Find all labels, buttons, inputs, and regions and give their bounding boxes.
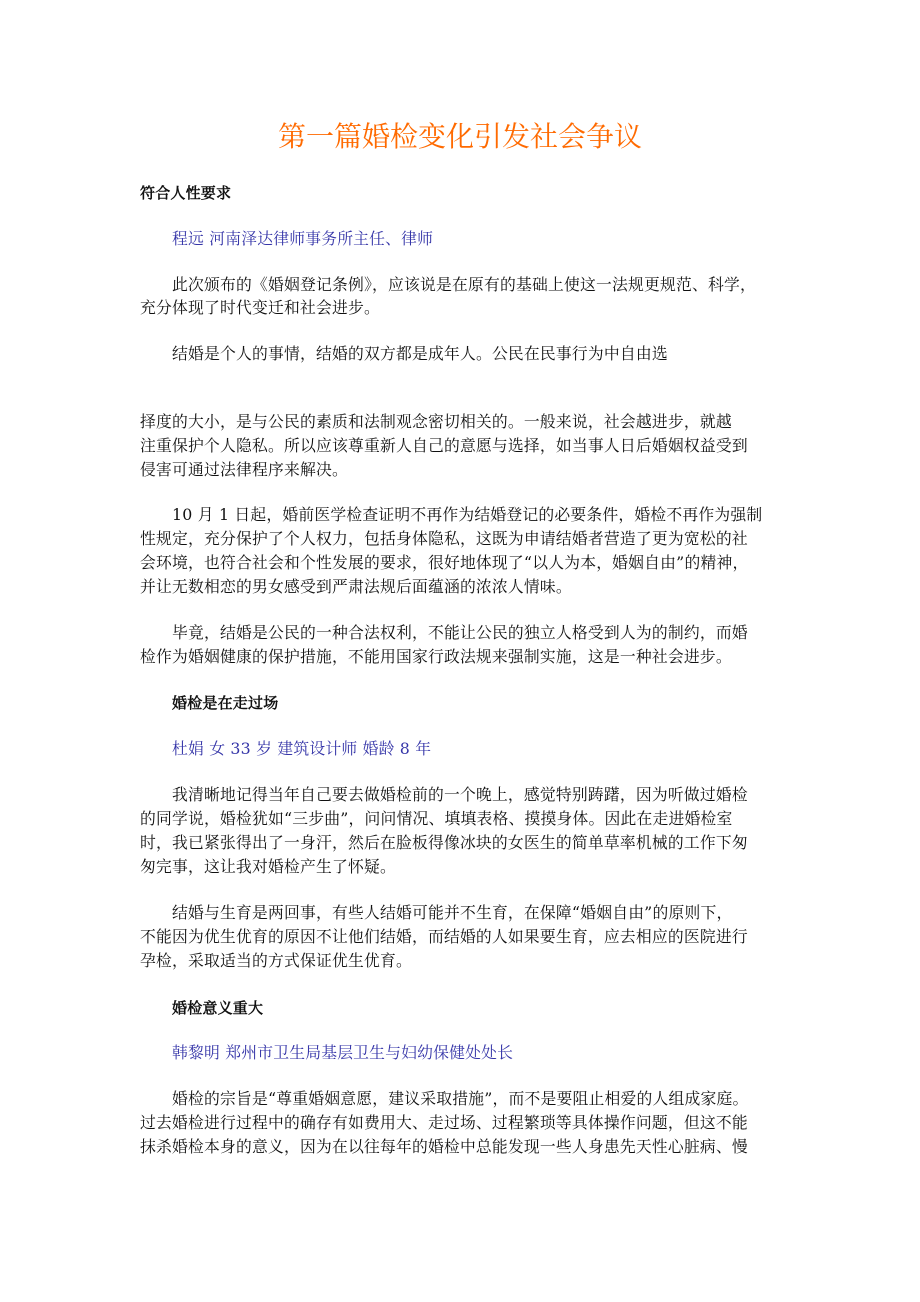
paragraph-line: 检作为婚姻健康的保护措施，不能用国家行政法规来强制实施，这是一种社会进步。 bbox=[140, 647, 732, 666]
section-heading: 婚检是在走过场 bbox=[172, 694, 279, 712]
section-heading: 符合人性要求 bbox=[140, 184, 232, 202]
paragraph-line: 不能因为优生优育的原因不让他们结婚，而结婚的人如果要生育，应去相应的医院进行 bbox=[140, 927, 748, 946]
author-byline: 杜娟 女 33 岁 建筑设计师 婚龄 8 年 bbox=[172, 739, 432, 758]
paragraph-line: 注重保护个人隐私。所以应该尊重新人自己的意愿与选择，如当事人日后婚姻权益受到 bbox=[140, 436, 748, 455]
paragraph-line: 匆完事，这让我对婚检产生了怀疑。 bbox=[140, 857, 396, 876]
paragraph-line: 过去婚检进行过程中的确存有如费用大、走过场、过程繁琐等具体操作问题，但这不能 bbox=[140, 1113, 748, 1132]
paragraph-line: 孕检，采取适当的方式保证优生优育。 bbox=[140, 951, 412, 970]
paragraph-line: 婚检的宗旨是“尊重婚姻意愿，建议采取措施”，而不是要阻止相爱的人组成家庭。 bbox=[172, 1089, 749, 1108]
paragraph-line: 性规定，充分保护了个人权力，包括身体隐私，这既为申请结婚者营造了更为宽松的社 bbox=[140, 529, 748, 548]
paragraph-line: 毕竟，结婚是公民的一种合法权利，不能让公民的独立人格受到人为的制约，而婚 bbox=[172, 623, 748, 642]
paragraph-line: 我清晰地记得当年自己要去做婚检前的一个晚上，感觉特别踌躇，因为听做过婚检 bbox=[172, 785, 748, 804]
paragraph-line: 会环境，也符合社会和个性发展的要求，很好地体现了“以人为本，婚姻自由”的精神， bbox=[140, 553, 749, 572]
paragraph-line: 结婚与生育是两回事，有些人结婚可能并不生育，在保障“婚姻自由”的原则下， bbox=[172, 903, 733, 922]
paragraph-line: 侵害可通过法律程序来解决。 bbox=[140, 460, 348, 479]
paragraph-line: 此次颁布的《婚姻登记条例》，应该说是在原有的基础上使这一法规更规范、科学， bbox=[172, 275, 756, 294]
section-heading: 婚检意义重大 bbox=[172, 999, 264, 1017]
paragraph-line: 并让无数相恋的男女感受到严肃法规后面蕴涵的浓浓人情味。 bbox=[140, 577, 572, 596]
paragraph-line: 充分体现了时代变迁和社会进步。 bbox=[140, 298, 380, 317]
paragraph-line: 10 月 1 日起，婚前医学检查证明不再作为结婚登记的必要条件，婚检不再作为强制 bbox=[172, 505, 763, 524]
document-title: 第一篇婚检变化引发社会争议 bbox=[277, 120, 642, 153]
paragraph-line: 抹杀婚检本身的意义，因为在以往每年的婚检中总能发现一些人身患先天性心脏病、慢 bbox=[140, 1137, 748, 1156]
paragraph-line: 时，我已紧张得出了一身汗，然后在脸板得像冰块的女医生的简单草率机械的工作下匆 bbox=[140, 833, 748, 852]
paragraph-line: 择度的大小，是与公民的素质和法制观念密切相关的。一般来说，社会越进步，就越 bbox=[140, 412, 732, 431]
author-byline: 程远 河南泽达律师事务所主任、律师 bbox=[172, 229, 434, 248]
paragraph-line: 结婚是个人的事情，结婚的双方都是成年人。公民在民事行为中自由选 bbox=[172, 344, 668, 363]
paragraph-line: 的同学说，婚检犹如“三步曲”，问问情况、填填表格、摸摸身体。因此在走进婚检室 bbox=[140, 809, 733, 828]
author-byline: 韩黎明 郑州市卫生局基层卫生与妇幼保健处处长 bbox=[172, 1043, 514, 1062]
